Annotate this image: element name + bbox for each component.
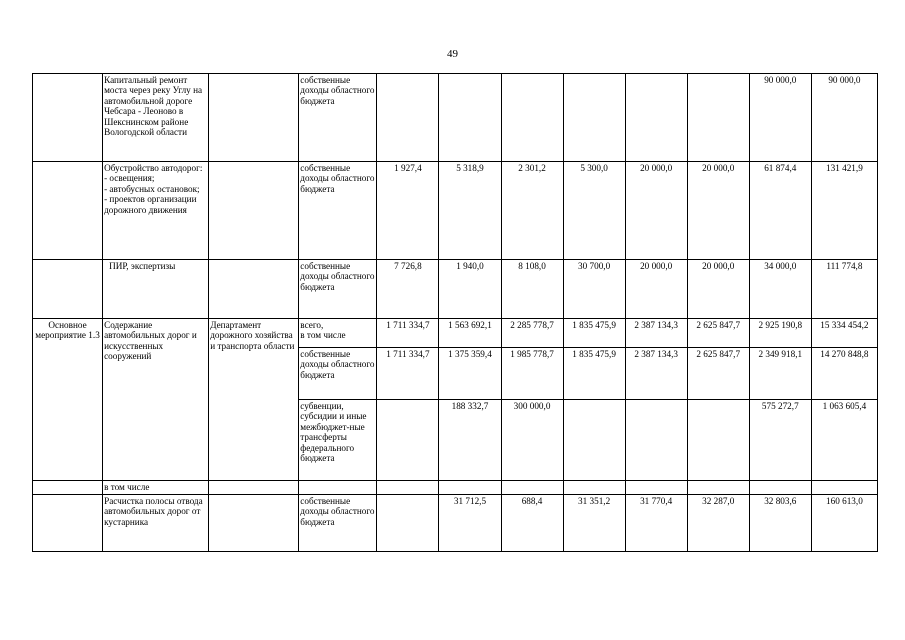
cell-value: 2 349 918,1 bbox=[749, 348, 811, 400]
table-row bbox=[33, 74, 878, 162]
cell-value: 1 835 475,9 bbox=[563, 348, 625, 400]
table-row bbox=[33, 319, 878, 348]
cell-value bbox=[501, 74, 563, 162]
cell-executor bbox=[209, 162, 299, 260]
cell-value bbox=[749, 481, 811, 495]
cell-value: 300 000,0 bbox=[501, 400, 563, 481]
cell-value: 90 000,0 bbox=[811, 74, 877, 162]
cell-code bbox=[33, 495, 103, 552]
table-row bbox=[33, 481, 878, 495]
cell-value bbox=[687, 400, 749, 481]
cell-source: собственные доходы областного бюджета bbox=[299, 348, 377, 400]
cell-code bbox=[33, 162, 103, 260]
cell-value bbox=[377, 481, 439, 495]
cell-value bbox=[687, 481, 749, 495]
budget-table bbox=[32, 73, 878, 552]
cell-value: 188 332,7 bbox=[439, 400, 501, 481]
cell-value bbox=[811, 481, 877, 495]
cell-value: 2 925 190,8 bbox=[749, 319, 811, 348]
cell-code: Основное мероприятие 1.3 bbox=[33, 319, 103, 481]
cell-value: 1 563 692,1 bbox=[439, 319, 501, 348]
cell-value: 1 711 334,7 bbox=[377, 348, 439, 400]
cell-value bbox=[563, 400, 625, 481]
cell-executor bbox=[209, 495, 299, 552]
cell-value: 2 285 778,7 bbox=[501, 319, 563, 348]
table-row bbox=[33, 495, 878, 552]
cell-value: 31 770,4 bbox=[625, 495, 687, 552]
table-row bbox=[33, 260, 878, 319]
cell-value bbox=[563, 481, 625, 495]
cell-executor bbox=[209, 481, 299, 495]
cell-executor bbox=[209, 74, 299, 162]
cell-value: 688,4 bbox=[501, 495, 563, 552]
cell-value: 32 287,0 bbox=[687, 495, 749, 552]
cell-value bbox=[625, 74, 687, 162]
cell-value: 1 940,0 bbox=[439, 260, 501, 319]
cell-code bbox=[33, 74, 103, 162]
cell-value: 2 387 134,3 bbox=[625, 348, 687, 400]
page-number: 49 bbox=[447, 48, 458, 60]
cell-value: 575 272,7 bbox=[749, 400, 811, 481]
cell-value: 1 927,4 bbox=[377, 162, 439, 260]
cell-value: 111 774,8 bbox=[811, 260, 877, 319]
cell-executor bbox=[209, 260, 299, 319]
cell-value: 15 334 454,2 bbox=[811, 319, 877, 348]
cell-value: 20 000,0 bbox=[687, 162, 749, 260]
table-row bbox=[33, 162, 878, 260]
cell-value bbox=[439, 74, 501, 162]
cell-item: в том числе bbox=[103, 481, 209, 495]
cell-item: Содержание автомобильных дорог и искусственных сооружений bbox=[103, 319, 209, 481]
cell-value bbox=[501, 481, 563, 495]
cell-source: субвенции, субсидии и иные межбюджет-ные трансферты федерального бюджета bbox=[299, 400, 377, 481]
cell-value: 7 726,8 bbox=[377, 260, 439, 319]
cell-code bbox=[33, 481, 103, 495]
cell-item: Обустройство автодорог: - освещения; - автобусных остановок; - проектов организации дорожного движения bbox=[103, 162, 209, 260]
cell-value bbox=[439, 481, 501, 495]
cell-value bbox=[563, 74, 625, 162]
cell-value: 1 835 475,9 bbox=[563, 319, 625, 348]
cell-value bbox=[377, 495, 439, 552]
cell-value: 1 063 605,4 bbox=[811, 400, 877, 481]
cell-code bbox=[33, 260, 103, 319]
cell-value: 1 375 359,4 bbox=[439, 348, 501, 400]
cell-value: 31 712,5 bbox=[439, 495, 501, 552]
cell-value: 34 000,0 bbox=[749, 260, 811, 319]
cell-value: 1 711 334,7 bbox=[377, 319, 439, 348]
cell-value bbox=[625, 400, 687, 481]
cell-source: всего, в том числе bbox=[299, 319, 377, 348]
cell-source: собственные доходы областного бюджета bbox=[299, 260, 377, 319]
cell-value: 32 803,6 bbox=[749, 495, 811, 552]
cell-value: 2 625 847,7 bbox=[687, 319, 749, 348]
cell-value: 14 270 848,8 bbox=[811, 348, 877, 400]
cell-item: ПИР, экспертизы bbox=[103, 260, 209, 319]
cell-value: 5 300,0 bbox=[563, 162, 625, 260]
cell-value: 2 387 134,3 bbox=[625, 319, 687, 348]
cell-value: 20 000,0 bbox=[625, 162, 687, 260]
cell-value: 2 625 847,7 bbox=[687, 348, 749, 400]
cell-item: Капитальный ремонт моста через реку Углу на автомобильной дороге Чебсара - Леоново в Шекснинском районе Вологодской области bbox=[103, 74, 209, 162]
cell-value: 131 421,9 bbox=[811, 162, 877, 260]
cell-executor: Департамент дорожного хозяйства и транспорта области bbox=[209, 319, 299, 481]
cell-value bbox=[377, 400, 439, 481]
cell-value: 30 700,0 bbox=[563, 260, 625, 319]
cell-value bbox=[377, 74, 439, 162]
cell-value: 31 351,2 bbox=[563, 495, 625, 552]
cell-source bbox=[299, 481, 377, 495]
cell-item: Расчистка полосы отвода автомобильных дорог от кустарника bbox=[103, 495, 209, 552]
cell-value: 61 874,4 bbox=[749, 162, 811, 260]
cell-value: 1 985 778,7 bbox=[501, 348, 563, 400]
cell-value: 90 000,0 bbox=[749, 74, 811, 162]
cell-value: 160 613,0 bbox=[811, 495, 877, 552]
cell-value: 2 301,2 bbox=[501, 162, 563, 260]
cell-value: 8 108,0 bbox=[501, 260, 563, 319]
cell-source: собственные доходы областного бюджета bbox=[299, 162, 377, 260]
cell-value: 5 318,9 bbox=[439, 162, 501, 260]
cell-value bbox=[625, 481, 687, 495]
cell-value: 20 000,0 bbox=[625, 260, 687, 319]
cell-value: 20 000,0 bbox=[687, 260, 749, 319]
cell-value bbox=[687, 74, 749, 162]
cell-source: собственные доходы областного бюджета bbox=[299, 74, 377, 162]
cell-source: собственные доходы областного бюджета bbox=[299, 495, 377, 552]
